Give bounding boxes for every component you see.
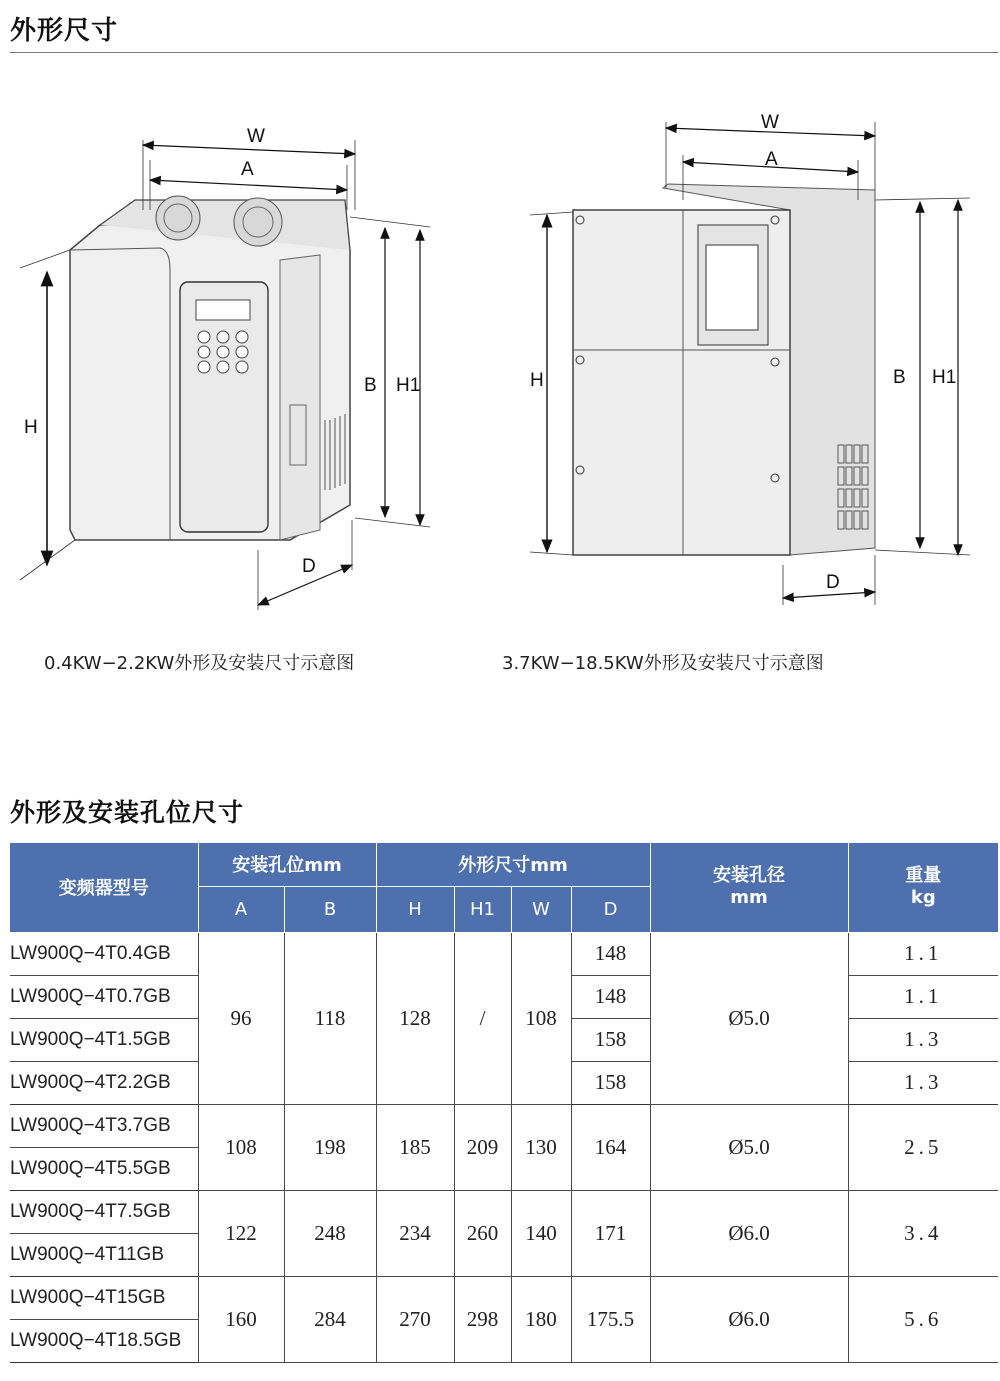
- dim-label-a: A: [765, 149, 778, 170]
- model-cell: LW900Q−4T0.4GB: [10, 932, 198, 975]
- cell-weight: 1.3: [848, 1018, 998, 1061]
- figure-caption-small: 0.4KW−2.2KW外形及安装尺寸示意图: [44, 653, 355, 674]
- header-hole: 安装孔径 mm: [650, 843, 848, 932]
- model-cell: LW900Q−4T5.5GB: [10, 1147, 198, 1190]
- model-cell: LW900Q−4T3.7GB: [10, 1104, 198, 1147]
- small-inverter-drawing: [0, 100, 480, 620]
- cell-weight: 1.3: [848, 1061, 998, 1104]
- cell-hole: Ø6.0: [650, 1276, 848, 1362]
- cell-hole: Ø5.0: [650, 1104, 848, 1190]
- cell-h1: 260: [454, 1190, 511, 1276]
- model-cell: LW900Q−4T0.7GB: [10, 975, 198, 1018]
- model-cell: LW900Q−4T2.2GB: [10, 1061, 198, 1104]
- cell-weight: 2.5: [848, 1104, 998, 1190]
- cell-h1: 209: [454, 1104, 511, 1190]
- cell-weight: 5.6: [848, 1276, 998, 1362]
- cell-d: 175.5: [571, 1276, 650, 1362]
- section-title-dimensions: 外形尺寸: [10, 16, 119, 46]
- dim-label-h1: H1: [932, 367, 957, 388]
- dim-label-a: A: [241, 159, 254, 180]
- cell-h1: 298: [454, 1276, 511, 1362]
- header-col-h: H: [376, 886, 454, 932]
- cell-h: 128: [376, 932, 454, 1104]
- cell-d: 171: [571, 1190, 650, 1276]
- cell-b: 284: [284, 1276, 376, 1362]
- cell-a: 108: [198, 1104, 284, 1190]
- header-weight: 重量 kg: [848, 843, 998, 932]
- cell-w: 130: [511, 1104, 571, 1190]
- section-title-mounting: 外形及安装孔位尺寸: [10, 798, 245, 827]
- cell-w: 180: [511, 1276, 571, 1362]
- cell-b: 248: [284, 1190, 376, 1276]
- cell-h: 270: [376, 1276, 454, 1362]
- dimension-table: [10, 843, 998, 1363]
- table-row: [10, 932, 998, 975]
- dim-label-d: D: [302, 556, 316, 577]
- cell-h: 185: [376, 1104, 454, 1190]
- dim-label-h: H: [530, 370, 544, 391]
- cell-a: 122: [198, 1190, 284, 1276]
- cell-weight: 3.4: [848, 1190, 998, 1276]
- model-cell: LW900Q−4T1.5GB: [10, 1018, 198, 1061]
- cell-d: 148: [571, 975, 650, 1018]
- cell-b: 118: [284, 932, 376, 1104]
- table-row: [10, 1190, 998, 1233]
- large-inverter-drawing: [500, 100, 990, 620]
- dim-label-h1: H1: [396, 375, 421, 396]
- cell-d: 164: [571, 1104, 650, 1190]
- cell-w: 140: [511, 1190, 571, 1276]
- cell-a: 96: [198, 932, 284, 1104]
- cell-d: 158: [571, 1061, 650, 1104]
- header-col-h1: H1: [454, 886, 511, 932]
- cell-b: 198: [284, 1104, 376, 1190]
- table-row: [10, 1276, 998, 1319]
- dim-label-w: W: [761, 112, 779, 133]
- header-mount-group: 安装孔位mm: [198, 843, 376, 886]
- model-cell: LW900Q−4T7.5GB: [10, 1190, 198, 1233]
- cell-w: 108: [511, 932, 571, 1104]
- dim-label-d: D: [826, 572, 840, 593]
- cell-h: 234: [376, 1190, 454, 1276]
- cell-weight: 1.1: [848, 932, 998, 975]
- model-cell: LW900Q−4T15GB: [10, 1276, 198, 1319]
- dim-label-w: W: [247, 126, 265, 147]
- header-col-d: D: [571, 886, 650, 932]
- cell-hole: Ø6.0: [650, 1190, 848, 1276]
- table-row: [10, 1104, 998, 1147]
- cell-a: 160: [198, 1276, 284, 1362]
- dim-label-b: B: [893, 367, 906, 388]
- header-col-b: B: [284, 886, 376, 932]
- figure-caption-large: 3.7KW−18.5KW外形及安装尺寸示意图: [502, 653, 824, 674]
- cell-weight: 1.1: [848, 975, 998, 1018]
- cell-h1: /: [454, 932, 511, 1104]
- dim-label-b: B: [364, 375, 377, 396]
- cell-d: 148: [571, 932, 650, 975]
- cell-d: 158: [571, 1018, 650, 1061]
- header-col-a: A: [198, 886, 284, 932]
- header-model: 变频器型号: [10, 843, 198, 932]
- model-cell: LW900Q−4T18.5GB: [10, 1319, 198, 1362]
- cell-hole: Ø5.0: [650, 932, 848, 1104]
- header-outline-group: 外形尺寸mm: [376, 843, 650, 886]
- model-cell: LW900Q−4T11GB: [10, 1233, 198, 1276]
- dim-label-h: H: [24, 417, 38, 438]
- header-col-w: W: [511, 886, 571, 932]
- title-divider: [10, 52, 998, 53]
